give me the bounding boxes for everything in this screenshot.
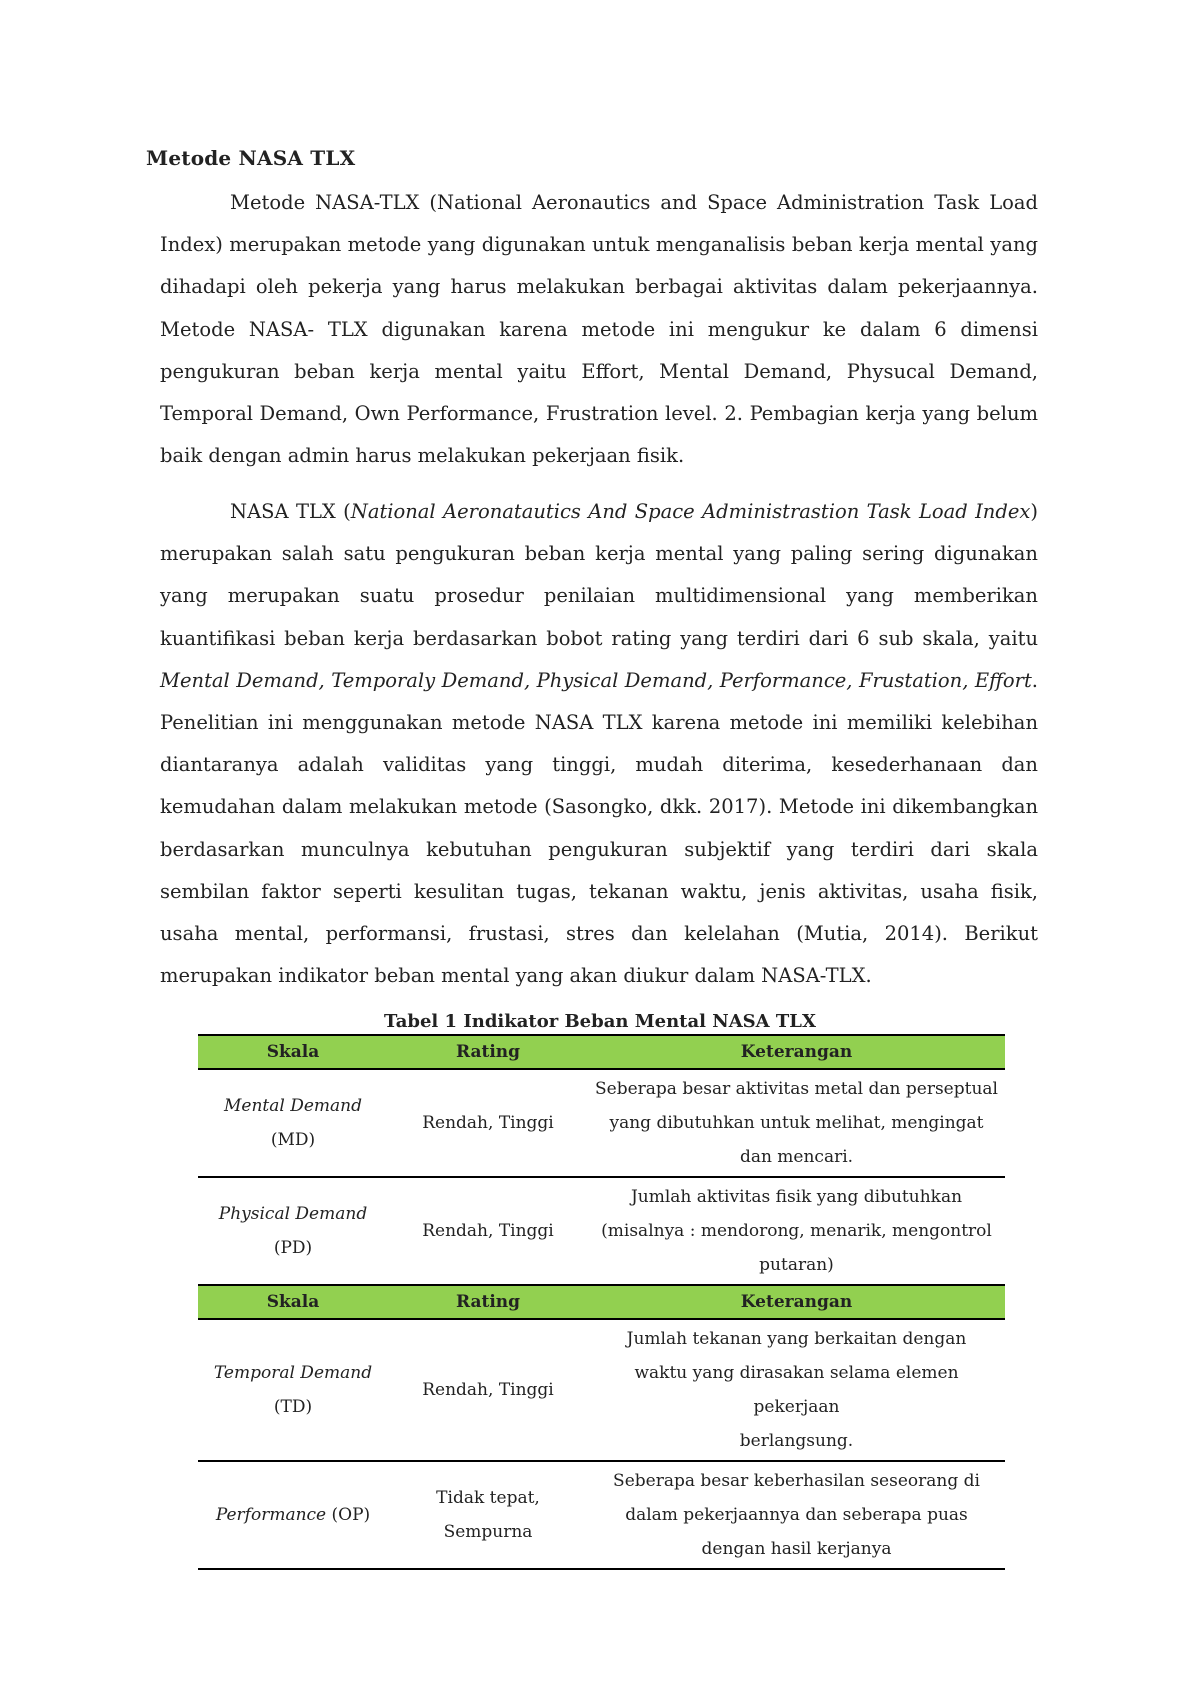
rating-cell: Rendah, Tinggi (388, 1069, 588, 1177)
paragraph-2 (160, 491, 1038, 997)
description-line: Jumlah tekanan yang berkaitan dengan (626, 1329, 967, 1349)
table-row (198, 1461, 1005, 1569)
rating-cell: Tidak tepat, Sempurna (388, 1461, 588, 1569)
description-line: dengan hasil kerjanya (701, 1539, 892, 1559)
description-cell (588, 1177, 1005, 1285)
header-keterangan: Keterangan (588, 1035, 1005, 1069)
table-row (198, 1319, 1005, 1461)
description-line: Seberapa besar aktivitas metal dan perseptual (595, 1079, 998, 1099)
description-cell (588, 1069, 1005, 1177)
scale-name: Mental Demand (223, 1096, 362, 1116)
paragraph-2-text-a: NASA TLX ( (230, 500, 351, 523)
header-skala: Skala (198, 1285, 388, 1319)
description-line: dalam pekerjaannya dan seberapa puas (625, 1505, 968, 1525)
table-header-row (198, 1035, 1005, 1069)
header-rating: Rating (388, 1285, 588, 1319)
paragraph-2-text-b: ) merupakan salah satu pengukuran beban kerja mental yang paling sering digunakan yang merupakan suatu prosedur penilaian multidimensional yang memberikan kuantifikasi beban kerja berdasarkan bobot rating yang terdiri dari 6 sub skala, yaitu (160, 500, 1038, 650)
table-row (198, 1069, 1005, 1177)
header-keterangan: Keterangan (588, 1285, 1005, 1319)
description-line: (misalnya : mendorong, menarik, mengontrol (601, 1221, 992, 1241)
header-rating: Rating (388, 1035, 588, 1069)
description-line: waktu yang dirasakan selama elemen pekerjaan (634, 1363, 959, 1417)
scale-code: (OP) (331, 1505, 371, 1525)
section-heading: Metode NASA TLX (146, 146, 356, 170)
scale-cell (198, 1177, 388, 1285)
header-skala: Skala (198, 1035, 388, 1069)
paragraph-2-text-c: . Penelitian ini menggunakan metode NASA TLX karena metode ini memiliki kelebihan diantaranya adalah validitas yang tinggi, mudah diterima, kesederhanaan dan kemudahan dalam melakukan metode (Sasongko, dkk. 2017). Metode ini dikembangkan berdasarkan munculnya kebutuhan pengukuran subjektif yang terdiri dari skala sembilan faktor seperti kesulitan tugas, tekanan waktu, jenis aktivitas, usaha fisik, usaha mental, performansi, frustasi, stres dan kelelahan (Mutia, 2014). Berikut merupakan indikator beban mental yang akan diukur dalam NASA-TLX. (160, 668, 1038, 988)
paragraph-1: Metode NASA-TLX (National Aeronautics and Space Administration Task Load Index) merupakan metode yang digunakan untuk menganalisis beban kerja mental yang dihadapi oleh pekerja yang harus melakukan berbagai aktivitas dalam pekerjaannya. Metode NASA- TLX digunakan karena metode ini mengukur ke dalam 6 dimensi pengukuran beban kerja mental yaitu Effort, Mental Demand, Physucal Demand, Temporal Demand, Own Performance, Frustration level. 2. Pembagian kerja yang belum baik dengan admin harus melakukan pekerjaan fisik. (160, 191, 1038, 468)
paragraph-2-italic-a: National Aeronatautics And Space Administrastion Task Load Index (350, 500, 1031, 523)
rating-cell: Rendah, Tinggi (388, 1319, 588, 1461)
scale-name: Performance (215, 1505, 327, 1525)
scale-code: (MD) (270, 1130, 316, 1150)
description-cell (588, 1319, 1005, 1461)
description-line: putaran) (759, 1255, 834, 1275)
scale-name: Temporal Demand (213, 1363, 373, 1383)
indicator-table (198, 1034, 1005, 1570)
table-row (198, 1177, 1005, 1285)
scale-cell (198, 1461, 388, 1569)
paragraph-2-italic-b: Mental Demand, Temporaly Demand, Physical Demand, Performance, Frustation, Effort (160, 668, 1032, 692)
description-line: Jumlah aktivitas fisik yang dibutuhkan (630, 1187, 963, 1207)
rating-cell: Rendah, Tinggi (388, 1177, 588, 1285)
description-cell (588, 1461, 1005, 1569)
description-line: berlangsung. (739, 1431, 854, 1451)
table-header-row (198, 1285, 1005, 1319)
table-caption: Tabel 1 Indikator Beban Mental NASA TLX (384, 1011, 816, 1032)
scale-cell (198, 1069, 388, 1177)
scale-code: (TD) (273, 1397, 313, 1417)
scale-code: (PD) (273, 1238, 313, 1258)
scale-name: Physical Demand (218, 1204, 368, 1224)
description-line: dan mencari. (739, 1147, 854, 1167)
description-line: yang dibutuhkan untuk melihat, mengingat (609, 1113, 984, 1133)
description-line: Seberapa besar keberhasilan seseorang di (613, 1471, 980, 1491)
scale-cell (198, 1319, 388, 1461)
